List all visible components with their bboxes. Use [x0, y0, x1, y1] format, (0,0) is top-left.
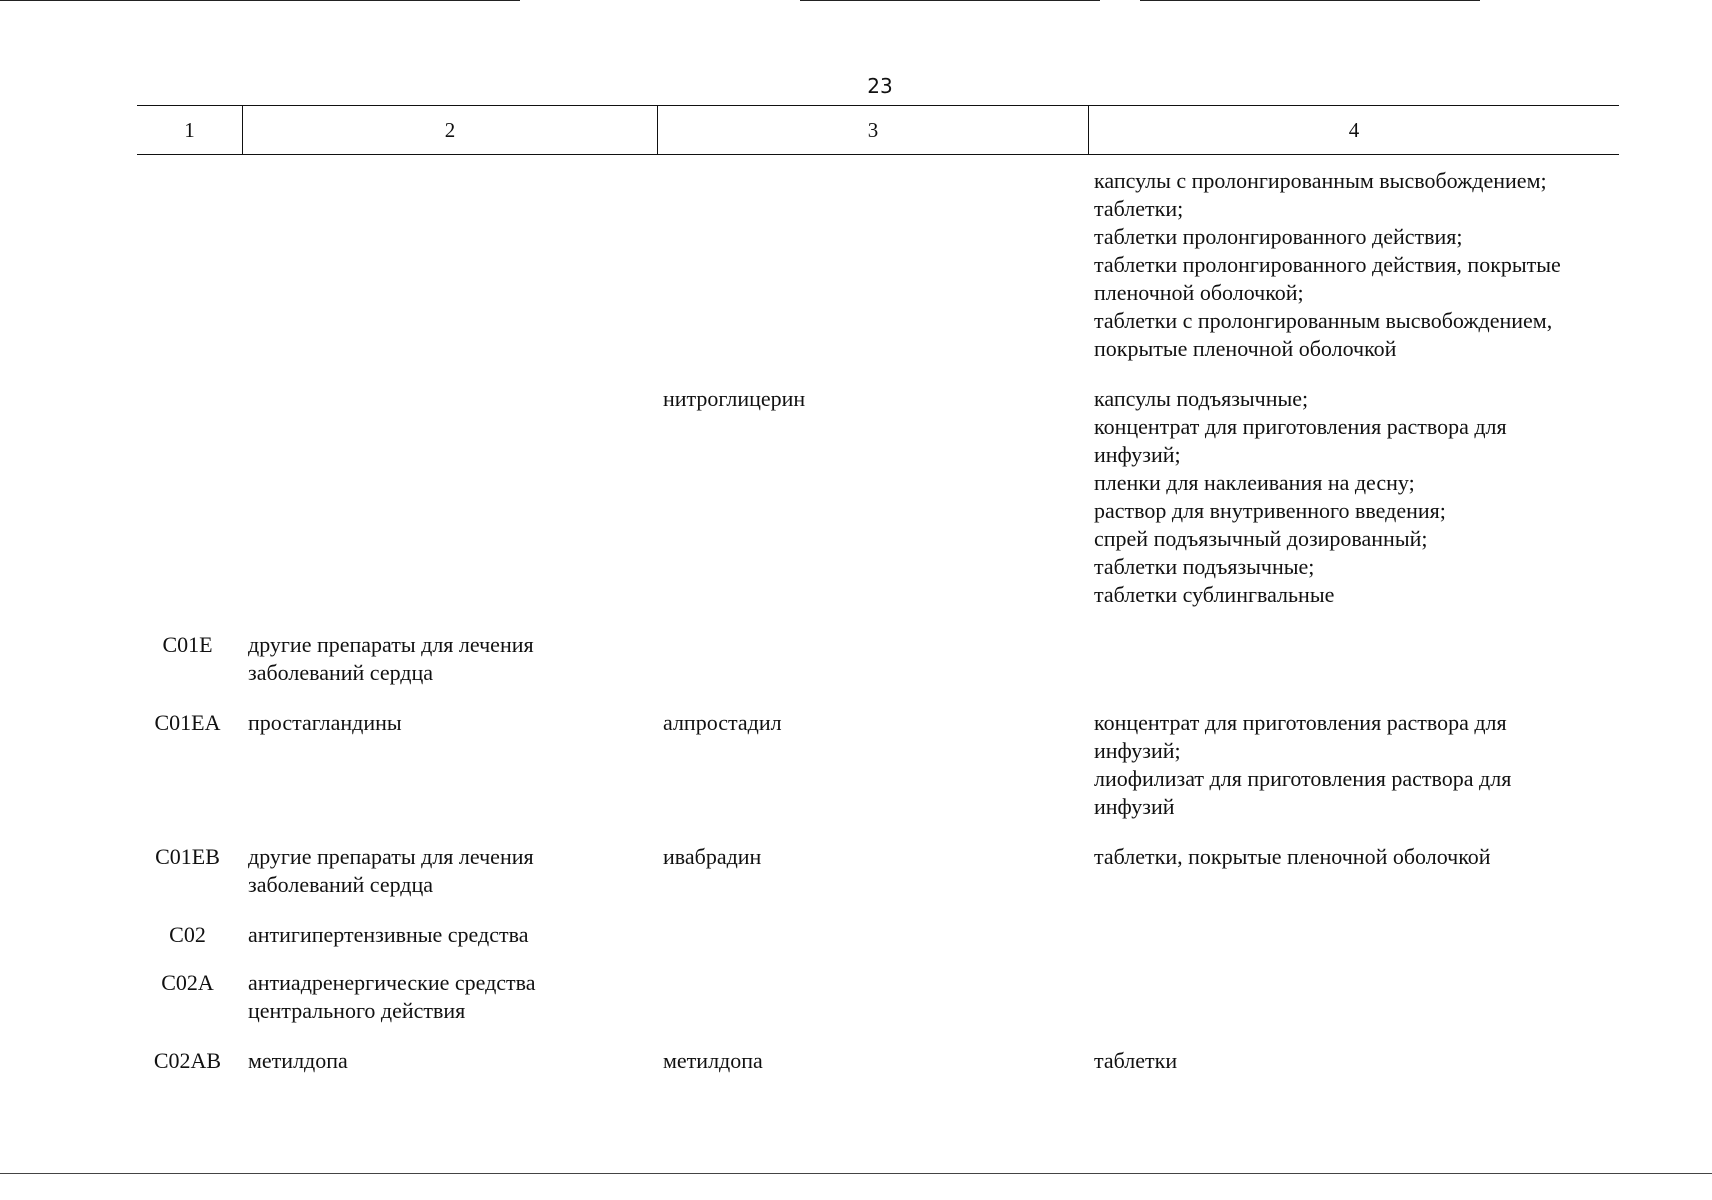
dosage-form-line: капсулы подъязычные;: [1094, 386, 1309, 411]
atc-code: C01EA: [154, 710, 221, 735]
group-name: [242, 969, 657, 1025]
dosage-form-line: инфузий;: [1094, 442, 1181, 467]
table-row: [137, 843, 1619, 899]
table-row: [137, 969, 1619, 1025]
dosage-form-line: таблетки подъязычные;: [1094, 554, 1315, 579]
table-body: [137, 167, 1619, 1075]
header-col-1: 1: [184, 117, 195, 142]
table-row: [137, 921, 1619, 949]
dosage-forms: [1088, 921, 1619, 949]
dosage-form-line: концентрат для приготовления раствора для: [1094, 710, 1507, 735]
dosage-form-line: инфузий;: [1094, 738, 1181, 763]
drug-name: нитроглицерин: [663, 386, 806, 411]
group-name: [242, 709, 657, 821]
scan-edge-top: [1140, 0, 1480, 1]
scan-edge-bottom: [0, 1173, 1712, 1174]
dosage-forms: [1088, 167, 1619, 363]
drug-name: [657, 631, 1088, 687]
group-name-line: заболеваний сердца: [248, 872, 434, 897]
group-name: [242, 631, 657, 687]
dosage-form-line: таблетки;: [1094, 196, 1184, 221]
dosage-form-line: лиофилизат для приготовления раствора для: [1094, 766, 1512, 791]
drug-name: алпростадил: [663, 710, 782, 735]
table-row: [137, 167, 1619, 363]
dosage-form-line: таблетки, покрытые пленочной оболочкой: [1094, 844, 1491, 869]
dosage-form-line: таблетки: [1094, 1048, 1178, 1073]
group-name: [242, 921, 657, 949]
dosage-form-line: таблетки пролонгированного действия, покрытые: [1094, 252, 1561, 277]
drug-name: метилдопа: [663, 1048, 763, 1073]
dosage-forms: [1088, 843, 1619, 899]
group-name: [242, 1047, 657, 1075]
dosage-form-line: таблетки пролонгированного действия;: [1094, 224, 1463, 249]
page-number: 23: [867, 74, 893, 98]
header-col-4: 4: [1088, 106, 1619, 154]
atc-code: C02AB: [153, 1048, 222, 1073]
dosage-form-line: таблетки сублингвальные: [1094, 582, 1335, 607]
group-name-line: антиадренергические средства: [248, 970, 536, 995]
table-header: [137, 105, 1619, 155]
atc-code: C02A: [161, 970, 214, 995]
header-col-2: 2: [242, 106, 657, 154]
table-row: [137, 709, 1619, 821]
atc-code: C01EB: [155, 844, 220, 869]
group-name-line: другие препараты для лечения: [248, 632, 534, 657]
drug-name: [657, 921, 1088, 949]
dosage-forms: [1088, 969, 1619, 1025]
group-name-line: простагландины: [248, 710, 402, 735]
group-name: [242, 843, 657, 899]
table-row: [137, 1047, 1619, 1075]
dosage-form-line: спрей подъязычный дозированный;: [1094, 526, 1428, 551]
group-name: [242, 167, 657, 363]
dosage-forms: [1088, 385, 1619, 609]
group-name-line: центрального действия: [248, 998, 466, 1023]
atc-code: [137, 385, 242, 609]
dosage-forms: [1088, 631, 1619, 687]
group-name-line: метилдопа: [248, 1048, 348, 1073]
group-name-line: заболеваний сердца: [248, 660, 434, 685]
dosage-form-line: таблетки с пролонгированным высвобождением,: [1094, 308, 1553, 333]
dosage-form-line: покрытые пленочной оболочкой: [1094, 336, 1397, 361]
dosage-form-line: пленочной оболочкой;: [1094, 280, 1304, 305]
group-name: [242, 385, 657, 609]
dosage-form-line: концентрат для приготовления раствора для: [1094, 414, 1507, 439]
scan-edge-top: [0, 0, 520, 1]
dosage-form-line: капсулы с пролонгированным высвобождением;: [1094, 168, 1547, 193]
table-row: [137, 631, 1619, 687]
group-name-line: антигипертензивные средства: [248, 922, 529, 947]
atc-code: C01E: [162, 632, 213, 657]
table-row: [137, 385, 1619, 609]
group-name-line: другие препараты для лечения: [248, 844, 534, 869]
dosage-forms: [1088, 709, 1619, 821]
drug-name: [657, 969, 1088, 1025]
header-col-3: 3: [657, 106, 1088, 154]
atc-code: C02: [169, 922, 206, 947]
scan-edge-top: [800, 0, 1100, 1]
atc-code: [137, 167, 242, 363]
drug-name: ивабрадин: [663, 844, 762, 869]
dosage-form-line: пленки для наклеивания на десну;: [1094, 470, 1415, 495]
dosage-forms: [1088, 1047, 1619, 1075]
dosage-form-line: инфузий: [1094, 794, 1175, 819]
dosage-form-line: раствор для внутривенного введения;: [1094, 498, 1446, 523]
drug-name: [657, 167, 1088, 363]
